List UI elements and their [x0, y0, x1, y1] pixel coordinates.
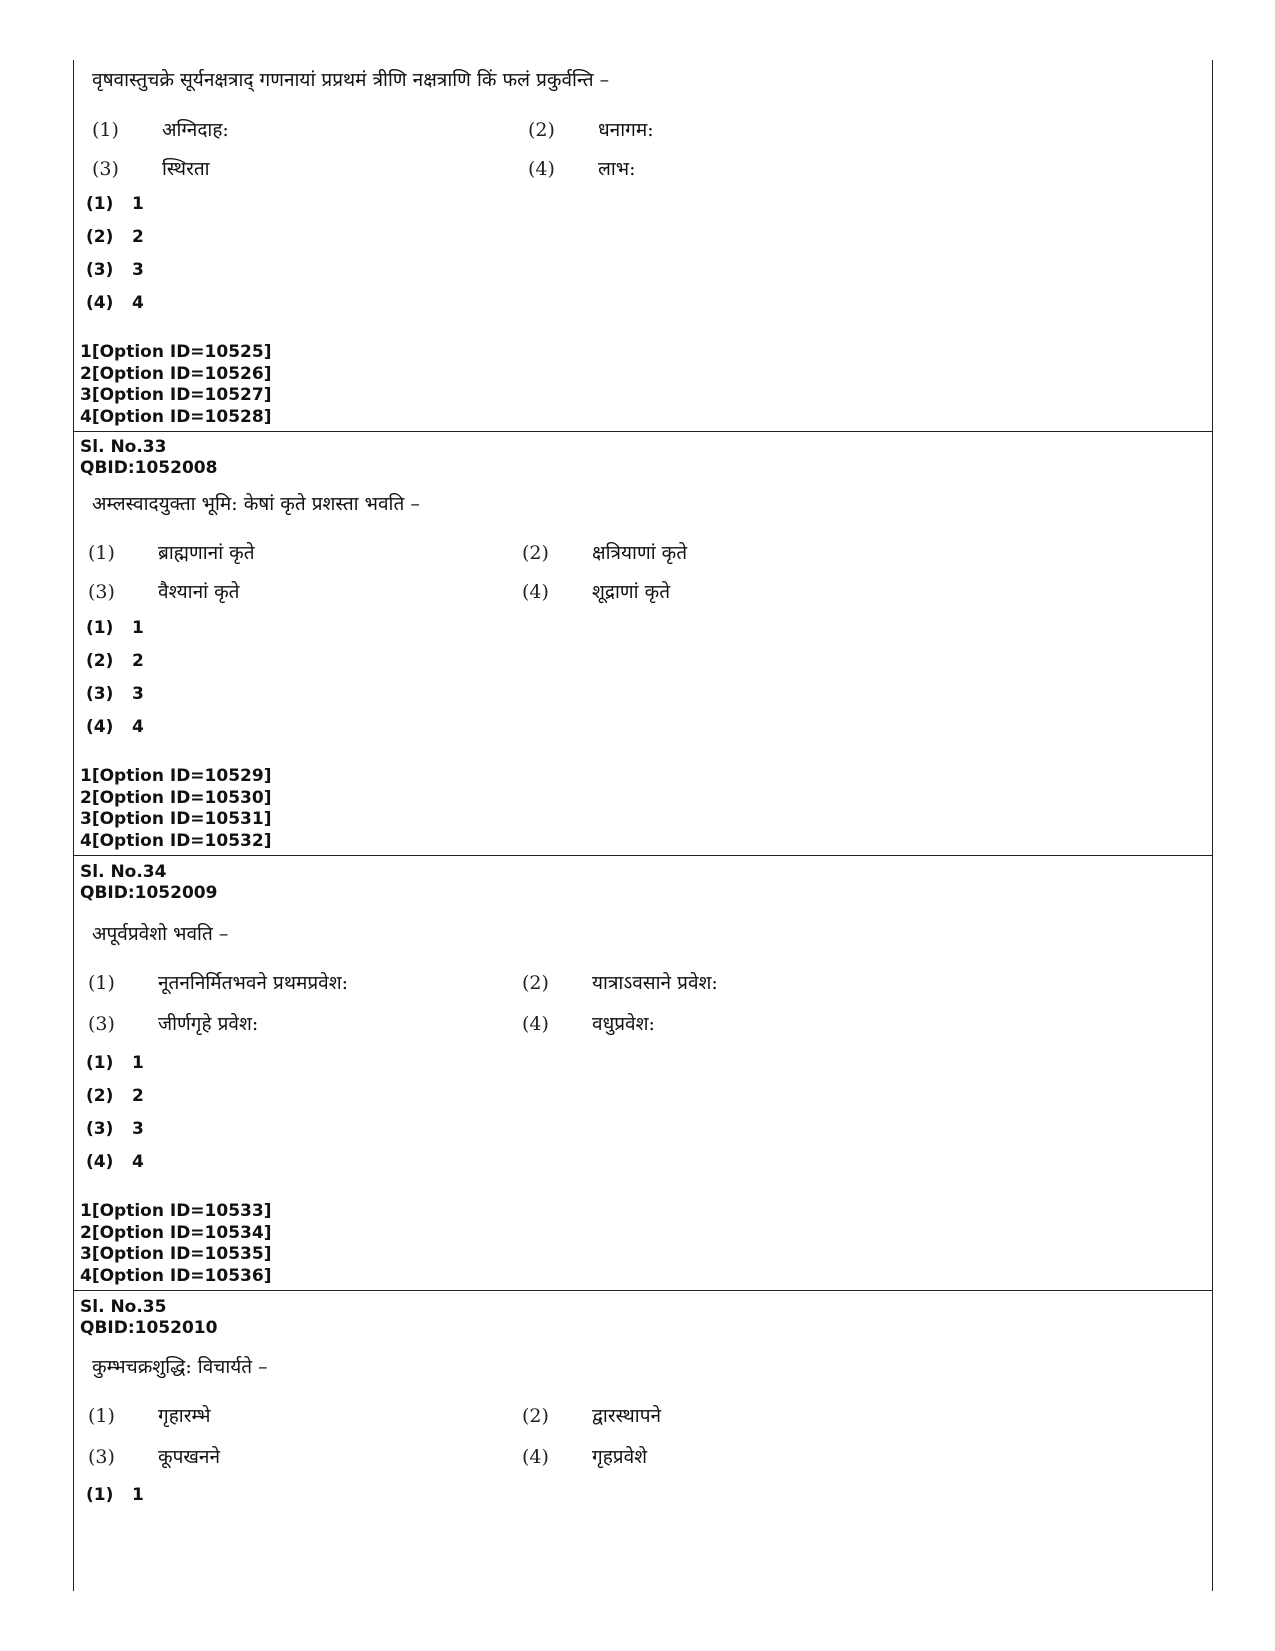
option-2: (2) क्षत्रियाणां कृते — [522, 542, 688, 564]
question-stem: वृषवास्तुचक्रे सूर्यनक्षत्राद् गणनायां प्रप्रथमं त्रीणि नक्षत्राणि किं फलं प्रकुर्वन्ति – — [92, 69, 610, 91]
option-1: (1) अग्निदाह: — [92, 119, 229, 141]
answer-choice-1: (1) 1 — [86, 618, 144, 638]
option-2: (2) द्वारस्थापने — [522, 1405, 662, 1427]
serial-number: Sl. No.34 — [80, 862, 167, 882]
option-id-list — [80, 766, 271, 852]
qbid: QBID:1052008 — [80, 458, 218, 478]
option-1: (1) गृहारम्भे — [88, 1405, 211, 1427]
question-stem: अपूर्वप्रवेशो भवति – — [92, 923, 229, 945]
answer-choice-4: (4) 4 — [86, 1152, 144, 1172]
qbid: QBID:1052009 — [80, 883, 218, 903]
qbid: QBID:1052010 — [80, 1318, 218, 1338]
serial-number: Sl. No.33 — [80, 437, 167, 457]
serial-number: Sl. No.35 — [80, 1297, 167, 1317]
option-4: (4) गृहप्रवेशे — [522, 1446, 648, 1468]
answer-choice-1: (1) 1 — [86, 194, 144, 214]
question-header — [80, 862, 217, 904]
option-id: 4[Option ID=10532] — [80, 830, 272, 851]
answer-choice-2: (2) 2 — [86, 1086, 144, 1106]
answer-choice-1: (1) 1 — [86, 1485, 144, 1505]
option-id: 3[Option ID=10527] — [80, 385, 272, 405]
row-divider — [73, 1290, 1213, 1291]
option-id: 4[Option ID=10536] — [80, 1265, 272, 1286]
option-1: (1) नूतननिर्मितभवने प्रथमप्रवेश: — [88, 972, 349, 994]
answer-choice-3: (3) 3 — [86, 260, 144, 280]
question-header — [80, 437, 217, 479]
option-id: 3[Option ID=10535] — [80, 1244, 272, 1264]
answer-choice-4: (4) 4 — [86, 717, 144, 737]
row-divider — [73, 431, 1213, 432]
option-3: (3) वैश्यानां कृते — [88, 581, 240, 603]
option-id: 2[Option ID=10526] — [80, 363, 272, 384]
option-id: 2[Option ID=10530] — [80, 787, 272, 808]
option-1: (1) ब्राह्मणानां कृते — [88, 542, 255, 564]
option-4: (4) शूद्राणां कृते — [522, 581, 671, 603]
option-id: 1[Option ID=10525] — [80, 342, 272, 362]
option-3: (3) स्थिरता — [92, 158, 210, 180]
option-id-list — [80, 1201, 271, 1287]
answer-choice-1: (1) 1 — [86, 1053, 144, 1073]
question-stem: कुम्भचक्रशुद्धि: विचार्यते – — [92, 1356, 268, 1378]
answer-choice-2: (2) 2 — [86, 651, 144, 671]
answer-choice-3: (3) 3 — [86, 684, 144, 704]
option-id: 2[Option ID=10534] — [80, 1222, 272, 1243]
option-id: 4[Option ID=10528] — [80, 406, 272, 427]
row-divider — [73, 855, 1213, 856]
option-3: (3) कूपखनने — [88, 1446, 221, 1468]
option-id-list — [80, 342, 271, 428]
answer-choice-2: (2) 2 — [86, 227, 144, 247]
option-id: 1[Option ID=10533] — [80, 1201, 272, 1221]
option-2: (2) धनागम: — [528, 119, 654, 141]
option-3: (3) जीर्णगृहे प्रवेश: — [88, 1013, 259, 1035]
option-4: (4) वधुप्रवेश: — [522, 1013, 655, 1035]
option-id: 1[Option ID=10529] — [80, 766, 272, 786]
question-header — [80, 1297, 217, 1339]
question-stem: अम्लस्वादयुक्ता भूमि: केषां कृते प्रशस्ता भवति – — [92, 493, 420, 515]
answer-choice-4: (4) 4 — [86, 293, 144, 313]
option-2: (2) यात्राऽवसाने प्रवेश: — [522, 972, 718, 994]
option-id: 3[Option ID=10531] — [80, 809, 272, 829]
option-4: (4) लाभ: — [528, 158, 636, 180]
answer-choice-3: (3) 3 — [86, 1119, 144, 1139]
